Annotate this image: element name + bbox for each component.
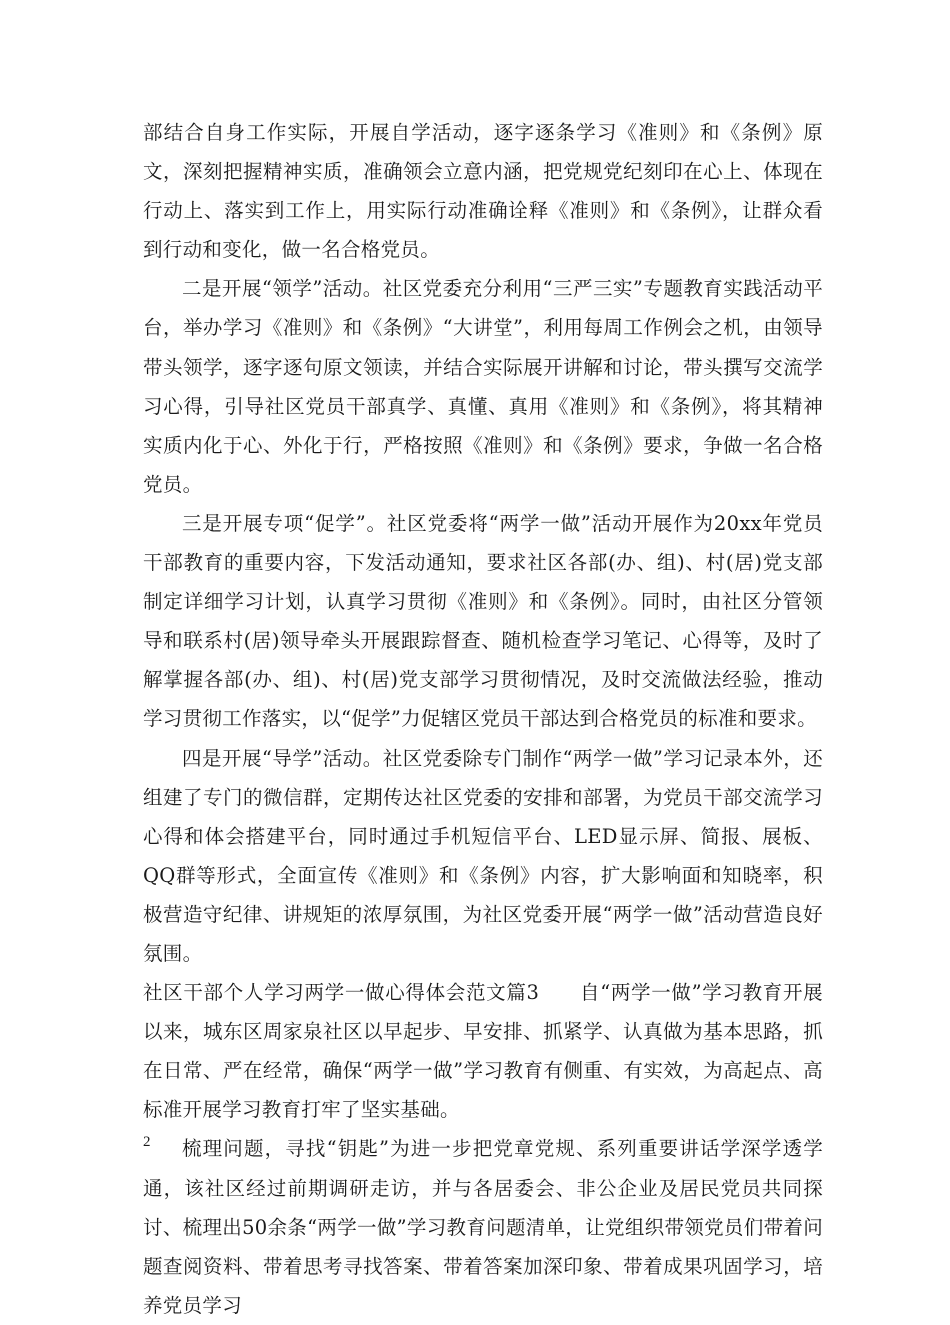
paragraph-lingxue: 二是开展“领学”活动。社区党委充分利用“三严三实”专题教育实践活动平台，举办学习《准则》和《条例》“大讲堂”，利用每周工作例会之机，由领导带头领学，逐字逐句原文领读，并结合实际展开讲解和讨论，带头撰写交流学习心得，引导社区党员干部真学、真懂、真用《准则》和《条例》，将其精神实质内化于心、外化于行，严格按照《准则》和《条例》要求，争做一名合格党员。 <box>143 277 823 496</box>
page-number: 2 <box>143 1134 151 1150</box>
paragraph-daoxue: 四是开展“导学”活动。社区党委除专门制作“两学一做”学习记录本外，还组建了专门的微信群，定期传达社区党委的安排和部署，为党员干部交流学习心得和体会搭建平台，同时通过手机短信平台、LED显示屏、简报、展板、QQ群等形式，全面宣传《准则》和《条例》内容，扩大影响面和知晓率，积极营造守纪律、讲规矩的浓厚氛围，为社区党委开展“两学一做”活动营造良好氛围。 <box>143 746 823 965</box>
paragraph-continuation: 部结合自身工作实际，开展自学活动，逐字逐条学习《准则》和《条例》原文，深刻把握精神实质，准确领会立意内涵，把党规党纪刻印在心上、体现在行动上、落实到工作上，用实际行动准确诠释《准则》和《条例》，让群众看到行动和变化，做一名合格党员。 <box>143 121 823 262</box>
paragraph-cuxue: 三是开展专项“促学”。社区党委将“两学一做”活动开展作为20xx年党员干部教育的重要内容，下发活动通知，要求社区各部(办、组)、村(居)党支部制定详细学习计划，认真学习贯彻《准则》和《条例》。同时，由社区分管领导和联系村(居)领导牵头开展跟踪督查、随机检查学习笔记、心得等，及时了解掌握各部(办、组)、村(居)党支部学习贯彻情况，及时交流做法经验，推动学习贯彻工作落实，以“促学”力促辖区党员干部达到合格党员的标准和要求。 <box>143 511 823 731</box>
paragraph-sort-issues: 梳理问题，寻找“钥匙”为进一步把党章党规、系列重要讲话学深学透学通，该社区经过前期调研走访，并与各居委会、非公企业及居民党员共同探讨、梳理出50余条“两学一做”学习教育问题清单，让党组织带领党员们带着问题查阅资料、带着思考寻找答案、带着答案加深印象、带着成果巩固学习，培养党员学习 <box>143 1137 823 1317</box>
document-body <box>143 113 823 1325</box>
paragraph-article-3-heading: 社区干部个人学习两学一做心得体会范文篇3 自“两学一做”学习教育开展以来，城东区周家泉社区以早起步、早安排、抓紧学、认真做为基本思路，抓在日常、严在经常，确保“两学一做”学习教育有侧重、有实效，为高起点、高标准开展学习教育打牢了坚实基础。 <box>143 981 823 1122</box>
